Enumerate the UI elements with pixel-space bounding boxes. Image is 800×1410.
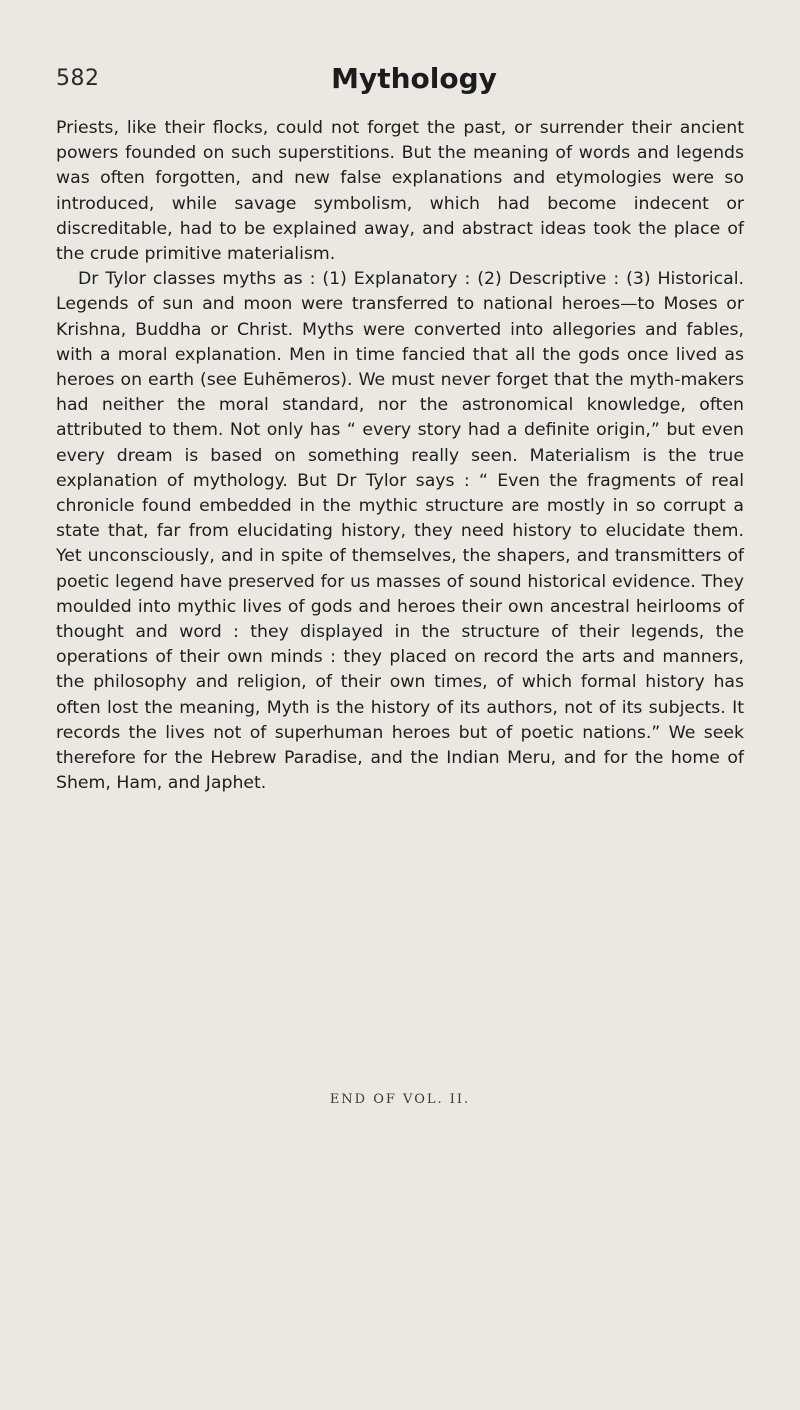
paragraph: Dr Tylor classes myths as : (1) Explanatory : (2) Descriptive : (3) Historical. Legends of sun and moon were transferred to national heroes—to Moses or Krishna, Buddha or Christ. Myths were converted into allegories and fables, with a moral explanation. Men in time fancied that all the gods once lived as heroes on earth (see Euhēmeros). We must never forget that the myth-makers had neither the moral standard, nor the astronomical knowledge, often attributed to them. Not only has “ every story had a definite origin,” but even every dream is based on something really seen. Materialism is the true explanation of mythology. But Dr Tylor says : “ Even the fragments of real chronicle found embedded in the mythic structure are mostly in so corrupt a state that, far from elucidating history, they need history to elucidate them. Yet unconsciously, and in spite of themselves, the shapers, and transmitters of poetic legend have preserved for us masses of sound historical evidence. They moulded into mythic lives of gods and heroes their own ancestral heirlooms of thought and word : they displayed in the structure of their legends, the operations of their own minds : they placed on record the arts and manners, the philosophy and religion, of their own times, of which formal history has often lost the meaning, Myth is the history of its authors, not of its subjects. It records the lives not of superhuman heroes but of poetic nations.” We seek therefore for the Hebrew Paradise, and the Indian Meru, and for the home of Shem, Ham, and Japhet. — [56, 269, 744, 794]
paragraph: Priests, like their flocks, could not forget the past, or surrender their ancient powers founded on such superstitions. But the meaning of words and legends was often forgotten, and new false explanations and etymologies were so introduced, while savage symbolism, which had become indecent or discreditable, had to be explained away, and abstract ideas took the place of the crude primitive materialism. — [56, 118, 744, 265]
end-of-volume-colophon: END OF VOL. II. — [329, 1092, 471, 1107]
page-number: 582 — [56, 66, 100, 91]
page-header — [56, 62, 744, 110]
running-head: Mythology — [331, 62, 497, 95]
body-text — [56, 116, 744, 796]
